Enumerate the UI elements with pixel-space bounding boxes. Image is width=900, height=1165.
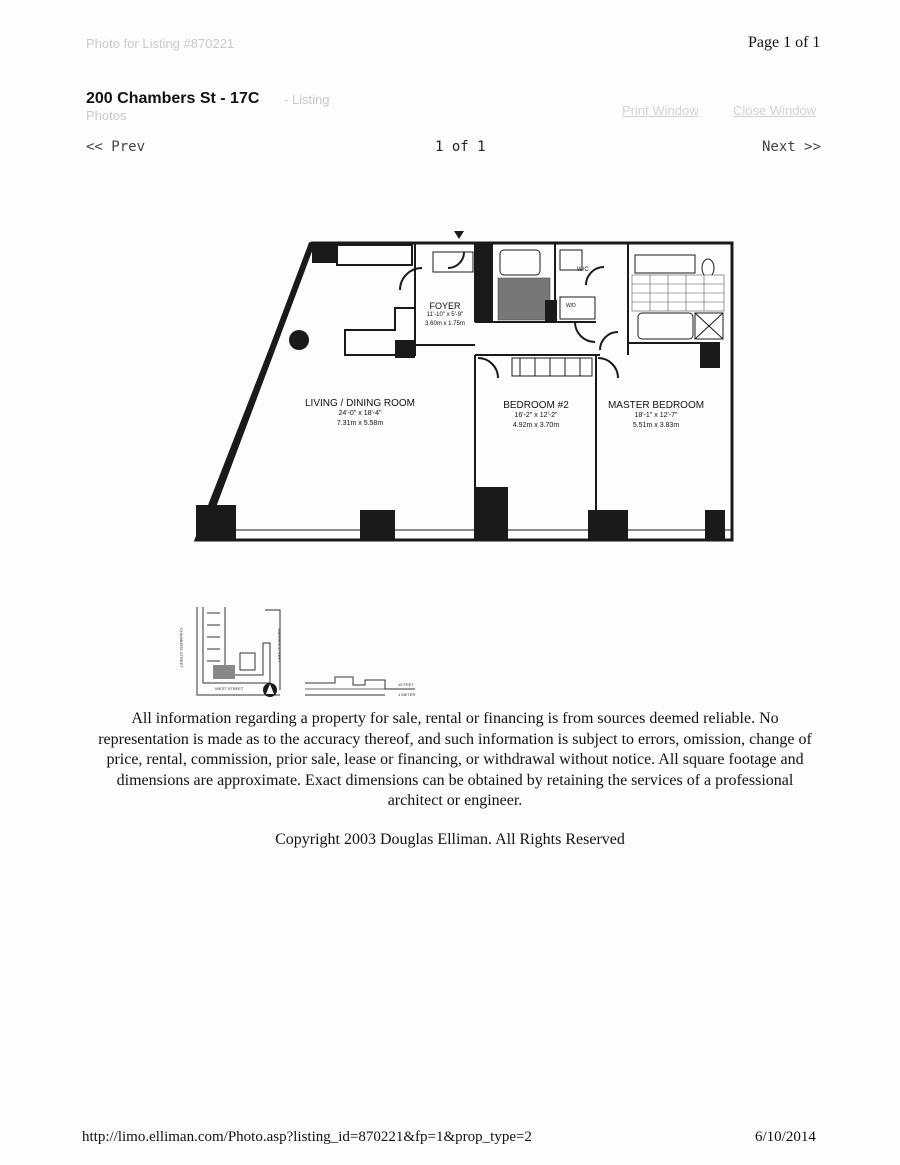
listing-title: 200 Chambers St - 17C: [86, 90, 260, 107]
listing-title-suffix: - Listing: [284, 92, 330, 107]
wd-label: W/D: [566, 303, 576, 309]
street-label-left: CHAMBERS STREET: [179, 628, 184, 668]
room-dim-ft-bedroom2: 16'-2" x 12'-2": [514, 412, 558, 419]
footer-url: http://limo.elliman.com/Photo.asp?listing_id=870221&fp=1&prop_type=2: [82, 1129, 532, 1145]
room-dim-m-living: 7.31m x 5.58m: [336, 420, 384, 427]
listing-subtitle: Photos: [86, 108, 127, 123]
footer-date: 6/10/2014: [755, 1129, 816, 1145]
room-dim-m-bedroom2: 4.92m x 3.70m: [512, 422, 560, 429]
scale-meter-label: 1 METER: [398, 692, 416, 697]
room-dim-m-master: 5.51m x 3.83m: [632, 422, 680, 429]
copyright-text: Copyright 2003 Douglas Elliman. All Rights Reserved: [275, 831, 625, 848]
room-dim-ft-master: 18'-1" x 12'-7": [634, 412, 678, 419]
room-dim-ft-foyer: 11'-10" x 5'-9": [426, 312, 464, 318]
room-name-master: MASTER BEDROOM: [607, 400, 705, 411]
room-name-living: LIVING / DINING ROOM: [304, 398, 415, 409]
photo-position: 1 of 1: [435, 139, 486, 155]
room-name-foyer: FOYER: [429, 301, 461, 311]
street-label-bottom: WEST STREET: [215, 686, 244, 691]
prev-link[interactable]: << Prev: [86, 139, 146, 155]
close-window-link[interactable]: Close Window: [733, 103, 817, 118]
room-dim-m-foyer: 3.60m x 1.75m: [425, 321, 465, 327]
print-window-link[interactable]: Print Window: [622, 103, 699, 118]
room-name-bedroom2: BEDROOM #2: [503, 400, 569, 411]
page-counter: Page 1 of 1: [748, 34, 821, 51]
room-dim-ft-living: 24'-0" x 18'-4": [338, 410, 382, 417]
photo-listing-label: Photo for Listing #870221: [86, 36, 235, 51]
wc-label: W/C: [577, 267, 589, 273]
scale-feet-label: 10 FEET: [398, 682, 414, 687]
street-label-right: WARREN STREET: [277, 628, 282, 663]
disclaimer-text: All information regarding a property for sale, rental or financing is from sources deemed reliable. No representation is made as to the accuracy thereof, and such information is subject to errors, omission, change of price, rental, commission, prior sale, lease or financing, or withdrawal without notice. All square footage and dimensions are approximate. Exact dimensions can be obtained by retaining the services of a professional architect or engineer.: [98, 710, 812, 809]
next-link[interactable]: Next >>: [762, 139, 822, 155]
